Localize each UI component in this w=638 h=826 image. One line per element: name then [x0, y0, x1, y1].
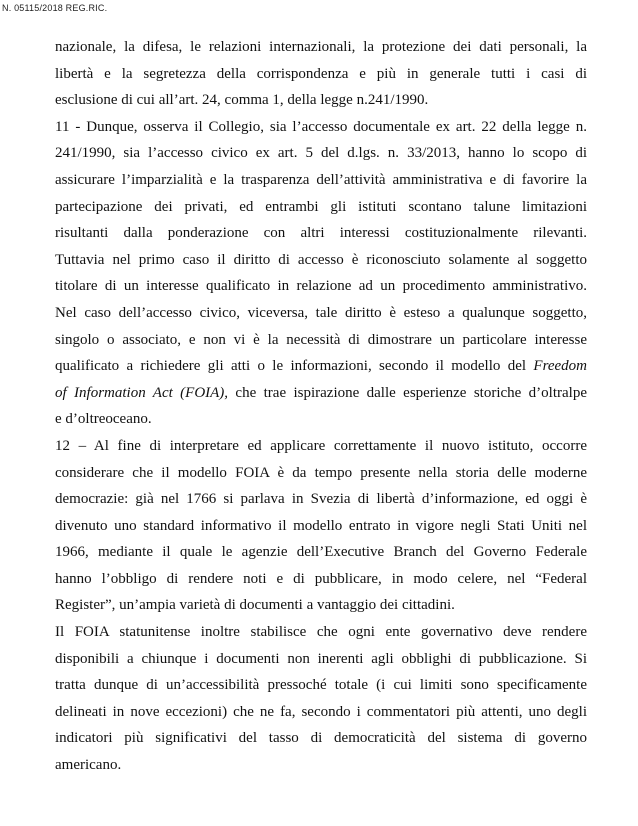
italic-act-title: of Information Act (FOIA),	[55, 384, 229, 401]
text-line: partecipazione dei privati, ed entrambi gli istituti scontano talune limitazioni	[55, 198, 587, 215]
text-line: 11 - Dunque, osserva il Collegio, sia l’accesso documentale ex art. 22 della legge n.	[55, 118, 587, 135]
text-line: risultanti dalla ponderazione con altri interessi costituzionalmente rilevanti.	[55, 225, 587, 242]
text-line: 1966, mediante il quale le agenzie dell’Executive Branch del Governo Federale	[55, 544, 587, 561]
text-line: divenuto uno standard informativo il modello entrato in vigore negli Stati Uniti nel	[55, 517, 587, 534]
text-line: indicatori più significativi del tasso di democraticità del sistema di governo	[55, 730, 587, 747]
text-line: libertà e la segretezza della corrispondenza e più in generale tutti i casi di	[55, 65, 587, 82]
text-line: assicurare l’imparzialità e la trasparenza dell’attività amministrativa e di favorire la	[55, 171, 587, 188]
text-line: nazionale, la difesa, le relazioni internazionali, la protezione dei dati personali, la	[55, 39, 587, 55]
text-line: delineati in nove eccezioni) che ne fa, secondo i commentatori più attenti, uno degli	[55, 703, 587, 720]
text-line: Register”, un’ampia varietà di documenti a vantaggio dei cittadini.	[55, 597, 455, 614]
text-segment: che trae ispirazione dalle esperienze storiche d’oltralpe	[228, 384, 587, 401]
text-line	[55, 380, 587, 407]
registry-number-header: N. 05115/2018 REG.RIC.	[2, 3, 108, 13]
text-line: Il FOIA statunitense inoltre stabilisce che ogni ente governativo deve rendere	[55, 624, 587, 641]
document-body	[55, 34, 587, 779]
text-line: considerare che il modello FOIA è da tempo presente nella storia delle moderne	[55, 464, 587, 481]
text-line: hanno l’obbligo di rendere noti e di pubblicare, in modo celere, nel “Federal	[55, 570, 587, 587]
italic-act-title: Freedom	[533, 358, 587, 375]
text-line: e d’oltreoceano.	[55, 411, 152, 428]
text-line: democrazie: già nel 1766 si parlava in Svezia di libertà d’informazione, ed oggi è	[55, 491, 587, 508]
text-line: Tuttavia nel primo caso il diritto di accesso è riconosciuto solamente al soggetto	[55, 251, 587, 268]
text-line: titolare di un interesse qualificato in relazione ad un procedimento amministrativo.	[55, 278, 587, 295]
text-segment: qualificato a richiedere gli atti o le informazioni, secondo il modello del	[55, 358, 534, 375]
text-line	[55, 353, 587, 380]
text-line: Nel caso dell’accesso civico, viceversa, tale diritto è esteso a qualunque soggetto,	[55, 304, 587, 321]
text-line: esclusione di cui all’art. 24, comma 1, della legge n.241/1990.	[55, 92, 429, 109]
text-line: disponibili a chiunque i documenti non inerenti agli obblighi di pubblicazione. Si	[55, 650, 587, 667]
text-line: 12 – Al fine di interpretare ed applicare correttamente il nuovo istituto, occorre	[55, 437, 587, 454]
text-line: singolo o associato, e non vi è la necessità di dimostrare un particolare interesse	[55, 331, 587, 348]
text-line: 241/1990, sia l’accesso civico ex art. 5 del d.lgs. n. 33/2013, hanno lo scopo di	[55, 145, 587, 162]
text-line: americano.	[55, 757, 122, 774]
text-line: tratta dunque di un’accessibilità pressoché totale (i cui limiti sono specificamente	[55, 677, 587, 694]
